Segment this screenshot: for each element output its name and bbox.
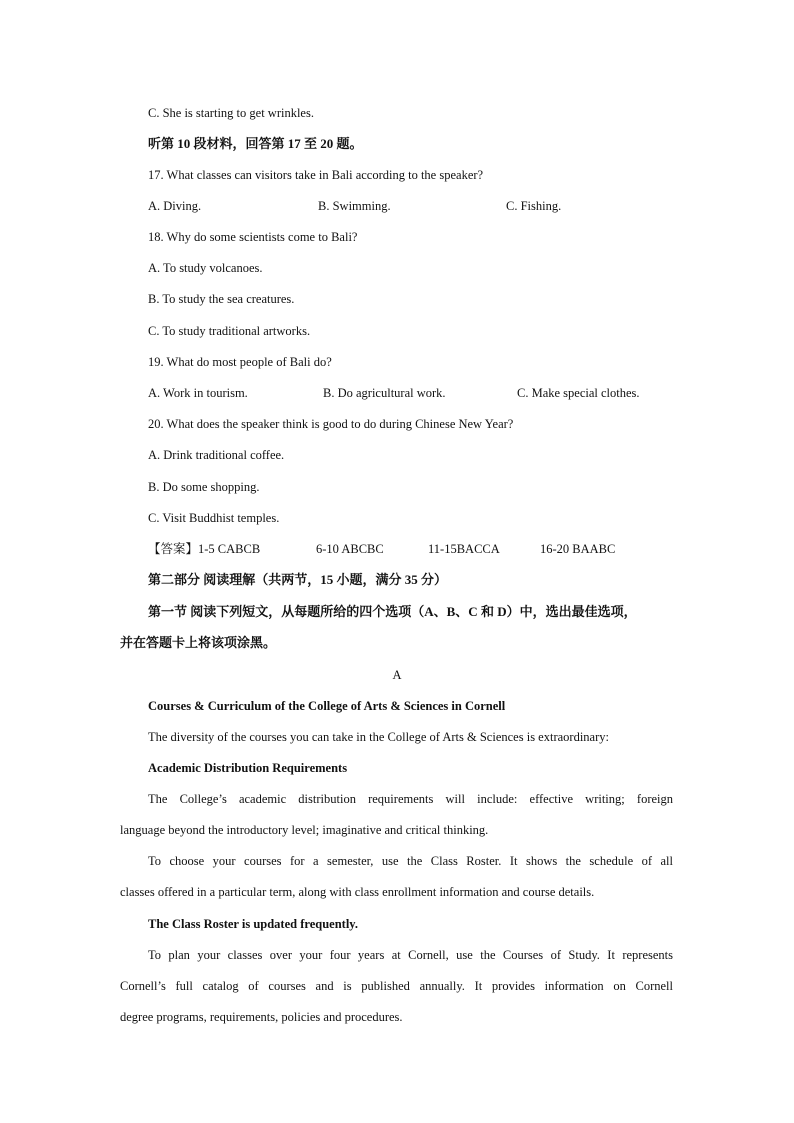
q19-option-c: C. Make special clothes. [517,386,640,400]
q20-option-b: B. Do some shopping. [148,480,260,494]
question-19: 19. What do most people of Bali do? [148,355,332,369]
section-1-instruction-line-2: 并在答题卡上将该项涂黑。 [120,635,277,650]
q17-option-a: A. Diving. [148,199,202,213]
q16-option-c: C. She is starting to get wrinkles. [148,106,314,120]
q17-option-b: B. Swimming. [318,199,391,213]
passage-title: Courses & Curriculum of the College of Arts & Sciences in Cornell [148,699,506,713]
passage-paragraph-2-line-1: The College’s academic distribution requirements will include: effective writing; foreign [148,792,673,806]
answer-11-15: 11-15BACCA [428,542,500,556]
q20-option-c: C. Visit Buddhist temples. [148,511,280,525]
question-18: 18. Why do some scientists come to Bali? [148,230,358,244]
passage-paragraph-3-line-2: classes offered in a particular term, along with class enrollment information and course details. [120,885,595,899]
section-10-instruction: 听第 10 段材料，回答第 17 至 20 题。 [148,136,363,151]
answer-key [148,540,668,558]
passage-paragraph-1: The diversity of the courses you can take in the College of Arts & Sciences is extraordinary: [148,730,609,744]
passage-paragraph-3-line-1: To choose your courses for a semester, use the Class Roster. It shows the schedule of all [148,854,673,868]
q19-option-b: B. Do agricultural work. [323,386,446,400]
passage-paragraph-4-line-2: Cornell’s full catalog of courses and is published annually. It provides information on Cornell [120,979,673,993]
q19-option-a: A. Work in tourism. [148,386,248,400]
part-2-title: 第二部分 阅读理解（共两节，15 小题，满分 35 分） [148,572,448,587]
section-1-instruction-line-1: 第一节 阅读下列短文，从每题所给的四个选项（A、B、C 和 D）中，选出最佳选项， [148,604,637,619]
passage-heading-2: The Class Roster is updated frequently. [148,917,358,931]
q20-option-a: A. Drink traditional coffee. [148,448,285,462]
q17-option-c: C. Fishing. [506,199,562,213]
q18-option-b: B. To study the sea creatures. [148,292,295,306]
answer-label: 【答案】1-5 CABCB [148,542,261,556]
passage-paragraph-2-line-2: language beyond the introductory level; imaginative and critical thinking. [120,823,489,837]
q18-option-a: A. To study volcanoes. [148,261,263,275]
question-20: 20. What does the speaker think is good to do during Chinese New Year? [148,417,514,431]
q18-option-c: C. To study traditional artworks. [148,324,311,338]
passage-paragraph-4-line-1: To plan your classes over your four years at Cornell, use the Courses of Study. It represents [148,948,673,962]
passage-heading-1: Academic Distribution Requirements [148,761,348,775]
passage-letter: A [392,668,402,682]
question-17: 17. What classes can visitors take in Bali according to the speaker? [148,168,484,182]
answer-16-20: 16-20 BAABC [540,542,616,556]
question-19-options [148,384,668,402]
question-17-options [148,197,648,215]
answer-6-10: 6-10 ABCBC [316,542,384,556]
passage-paragraph-4-line-3: degree programs, requirements, policies and procedures. [120,1010,403,1024]
